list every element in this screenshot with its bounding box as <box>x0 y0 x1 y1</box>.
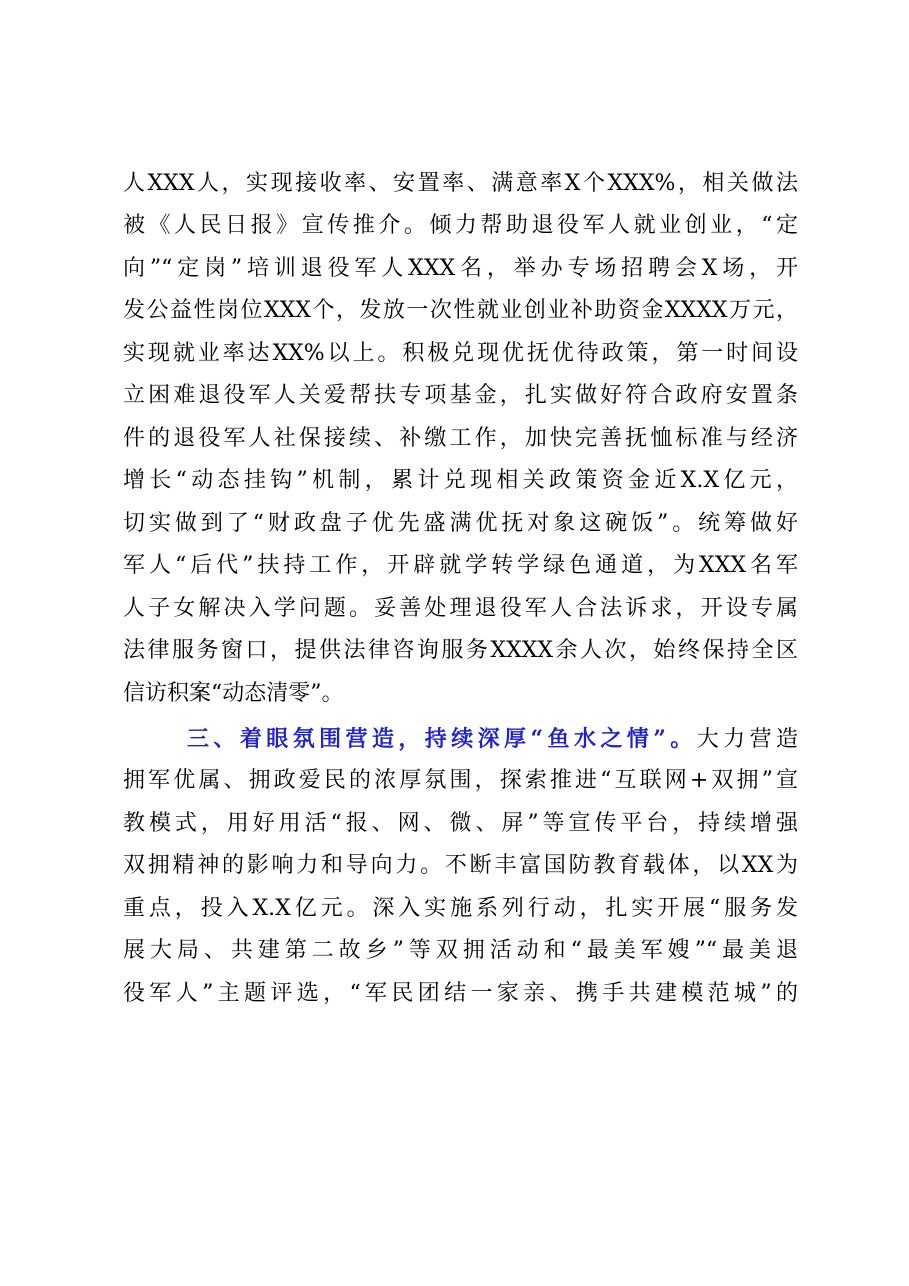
text-line: 役军人”主题评选，“军民团结一家亲、携手共建模范城”的 <box>123 981 798 1006</box>
text-line: 发公益性岗位XXX个，发放一次性就业创业补助资金XXXX万元， <box>123 298 798 323</box>
text-line: 教模式，用好用活“报、网、微、屏”等宣传平台，持续增强 <box>123 811 798 836</box>
text-line: 件的退役军人社保接续、补缴工作，加快完善抚恤标准与经济 <box>123 426 798 451</box>
text-line: 拥军优属、拥政爱民的浓厚氛围，探索推进“互联网+双拥”宣 <box>123 768 798 793</box>
text-line: 向”“定岗”培训退役军人XXX名，举办专场招聘会X场，开 <box>123 256 798 281</box>
text-line: 双拥精神的影响力和导向力。不断丰富国防教育载体，以XX为 <box>123 853 798 878</box>
text-line: 切实做到了“财政盘子优先盛满优抚对象这碗饭”。统筹做好 <box>123 511 798 536</box>
text-line: 人子女解决入学问题。妥善处理退役军人合法诉求，开设专属 <box>123 596 798 621</box>
text-line: 人XXX人，实现接收率、安置率、满意率X个XXX%，相关做法 <box>123 171 798 196</box>
text-line: 法律服务窗口，提供法律咨询服务XXXX余人次，始终保持全区 <box>123 638 798 663</box>
text-line: 信访积案“动态清零”。 <box>123 681 344 706</box>
text-line: 重点，投入X.X亿元。深入实施系列行动，扎实开展“服务发 <box>123 896 798 921</box>
heading-line-rest: 大力营造 <box>696 727 798 752</box>
text-line: 增长“动态挂钩”机制，累计兑现相关政策资金近X.X亿元， <box>123 468 798 493</box>
text-line: 军人“后代”扶持工作，开辟就学转学绿色通道，为XXX名军 <box>123 553 798 578</box>
text-line: 被《人民日报》宣传推介。倾力帮助退役军人就业创业，“定 <box>123 213 798 238</box>
text-line: 立困难退役军人关爱帮扶专项基金，扎实做好符合政府安置条 <box>123 383 798 408</box>
text-line: 展大局、共建第二故乡”等双拥活动和“最美军嫂”“最美退 <box>123 938 798 963</box>
section-heading: 三、着眼氛围营造，持续深厚“鱼水之情”。 <box>187 726 697 752</box>
text-line: 实现就业率达XX%以上。积极兑现优抚优待政策，第一时间设 <box>123 341 798 366</box>
section-heading-line <box>187 719 798 759</box>
